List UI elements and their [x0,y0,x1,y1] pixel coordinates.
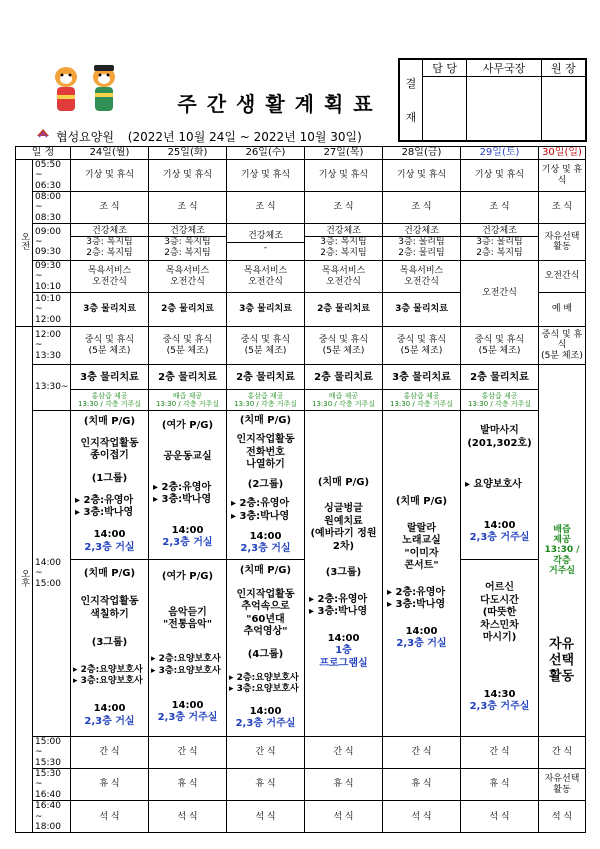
therapy-label: 2층 물리치료 [461,367,538,391]
activity-name: 랄랄라 노래교실 "이미자 콘서트" [402,522,441,572]
cell-snack: 간 식 [383,737,461,769]
cell-therapy-pm [305,365,383,411]
activity-place: 2,3층 거주실 [469,701,530,713]
approval-label-bottom: 재 [405,111,417,124]
time-slot: 14:00 ~ 15:00 [33,411,71,737]
therapy-label: 3층 물리치료 [71,367,148,391]
activity-place: 2,3층 거주실 [157,712,218,724]
cell-activity-tue [149,411,227,737]
role-manager: 사무국장 [467,60,542,77]
cell-dinner: 석 식 [305,801,383,833]
activity-place: 2,3층 거실 [240,543,291,555]
subtitle [56,128,362,145]
time-slot: 12:00 ~ 13:30 [33,327,71,365]
cell-worship: 예 배 [539,293,586,327]
cell-lunch: 중식 및 휴식 (5분 체조) [305,327,383,365]
activity-time: 14:00 [171,699,204,711]
cell-lunch: 중식 및 휴식 (5분 체조) [149,327,227,365]
activity-category: (치매 P/G) [239,565,292,577]
exercise-staff: 3층: 물리팀 2층: 복지팀 [476,237,523,258]
cell-bath: 목욕서비스 오전간식 [227,261,305,293]
cell-lunch: 중식 및 휴식 (5분 체조) [71,327,149,365]
feeding-note: 홍삼즙 제공 13:30 / 각층 거주실 [233,392,298,409]
activity-category: (치매 P/G) [239,414,292,426]
cell-lunch: 중식 및 휴식 (5분 체조) [539,327,586,365]
time-slot: 05:50 ~ 06:30 [33,160,71,192]
activity-place: 2,3층 거실 [84,541,135,553]
cell-breakfast: 조 식 [71,192,149,224]
schedule-table [15,146,586,833]
activity-time: 14:00 [171,524,204,536]
cell-breakfast: 조 식 [149,192,227,224]
cell-wake: 기상 및 휴식 [461,160,539,192]
cell-snack: 간 식 [71,737,149,769]
cell-activity-sat [461,411,539,737]
facility-name: 협성요양원 [56,130,114,144]
activity-group: (1그룹) [91,472,128,484]
col-label: 일 정 [16,147,71,160]
activity-group: (3그룹) [91,636,128,648]
therapy-label: 2층 물리치료 [149,367,226,391]
therapy-label: 2층 물리치료 [227,367,304,391]
exercise-title: 건강체조 [149,226,226,237]
therapy-label: 2층 물리치료 [305,367,382,391]
cell-am-snack-sun: 오전간식 [539,261,586,293]
activity-category: (치매 P/G) [317,476,370,488]
time-slot: 15:00 ~ 15:30 [33,737,71,769]
cell-breakfast: 조 식 [227,192,305,224]
activity-group: (2그룹) [247,478,284,490]
approval-label [400,60,423,141]
exercise-staff: 3층: 복지팀 2층: 복지팀 [320,237,367,258]
cell-dinner: 석 식 [539,801,586,833]
activity-staff: ▸ 2층:유영아 ▸ 3층:박나영 [153,481,212,506]
cell-wake: 기상 및 휴식 [149,160,227,192]
cell-snack: 간 식 [461,737,539,769]
cell-sun-feeding: 배즙 제공 13:30 / 각층 거주실 [539,365,586,737]
page-title: 주간생활계획표 [177,92,383,116]
feeding-note: 배즙 제공 13:30 / 각층 거주실 [311,392,376,409]
time-slot: 10:10 ~ 12:00 [33,293,71,327]
time-slot: 15:30 ~ 16:40 [33,769,71,801]
activity-name: 싱글벙글 원예치료 (예바라기 정원 2차) [310,503,377,552]
cell-rest: 휴 식 [149,769,227,801]
activity-place: 2,3층 거실 [84,715,135,727]
cell-activity-wed [227,411,305,737]
cell-breakfast: 조 식 [461,192,539,224]
cell-wake: 기상 및 휴식 [539,160,586,192]
exercise-staff: 3층: 복지팀 2층: 복지팀 [86,237,133,258]
cell-bath: 목욕서비스 오전간식 [149,261,227,293]
feeding-note: 홍삼즙 제공 13:30 / 각층 거주실 [467,392,532,409]
cell-activity-thu [305,411,383,737]
cell-dinner: 석 식 [461,801,539,833]
sign-director [541,77,585,141]
day-thu: 27일(목) [305,147,383,160]
exercise-staff: 3층: 복지팀 2층: 복지팀 [164,237,211,258]
cell-therapy-pm [461,365,539,411]
cell-lunch: 중식 및 휴식 (5분 체조) [383,327,461,365]
feeding-note: 홍삼즙 제공 13:30 / 각층 거주실 [77,392,142,409]
cell-snack: 간 식 [149,737,227,769]
feeding-note: 배즙 제공 13:30 / 각층 거주실 [155,392,220,409]
activity-name: 발마사지 (201,302호) [467,425,532,449]
activity-place: 2,3층 거실 [396,638,447,650]
cell-sun-free: 자유선택 활동 [539,224,586,261]
activity-time: 14:00 [405,625,438,637]
activity-staff: ▸ 2층:유영아 ▸ 3층:박나영 [231,498,290,522]
approval-label-top: 결 [405,77,417,90]
cell-wake: 기상 및 휴식 [227,160,305,192]
day-sat: 29일(토) [461,147,539,160]
cell-rest: 휴 식 [227,769,305,801]
cell-snack: 간 식 [305,737,383,769]
day-wed: 26일(수) [227,147,305,160]
activity-category: (치매 P/G) [395,496,448,508]
activity-group: (4그룹) [247,649,284,661]
cell-therapy-pm [227,365,305,411]
day-mon: 24일(월) [71,147,149,160]
activity-name: 인지작업활동 종이접기 [80,437,139,462]
cell-am-snack-sat: 오전간식 [461,261,539,327]
activity-group: (3그룹) [325,567,362,579]
cell-activity-mon [71,411,149,737]
cell-breakfast: 조 식 [539,192,586,224]
cell-snack: 간 식 [227,737,305,769]
time-slot: 09:00 ~ 09:30 [33,224,71,261]
cell-therapy: 3층 물리치료 [227,293,305,327]
activity-name: 인지작업활동 추억속으로 "60년대 추억영상" [236,588,295,638]
day-fri: 28일(금) [383,147,461,160]
activity-category: (여가 P/G) [161,420,214,432]
activity-place: 2,3층 거주실 [469,532,530,544]
cell-therapy-pm [149,365,227,411]
cell-lunch: 중식 및 휴식 (5분 체조) [227,327,305,365]
activity-category: (치매 P/G) [83,415,136,427]
activity-staff: ▸ 2층:요양보호사 ▸ 3층:요양보호사 [151,654,221,676]
cell-dinner: 석 식 [71,801,149,833]
cell-exercise-fri [383,224,461,261]
cell-lunch: 중식 및 휴식 (5분 체조) [461,327,539,365]
therapy-label: 3층 물리치료 [383,367,460,391]
activity-name: 인지작업활동 전화번호 나열하기 [236,434,295,471]
activity-staff: ▸ 2층:요양보호사 ▸ 3층:요양보호사 [73,665,143,687]
cell-bath: 목욕서비스 오전간식 [305,261,383,293]
section-pm: 오후 [16,327,33,833]
day-tue: 25일(화) [149,147,227,160]
cell-therapy: 2층 물리치료 [305,293,383,327]
feeding-note: 홍삼즙 제공 13:30 / 각층 거주실 [389,392,454,409]
activity-staff: ▸ 2층:유영아 ▸ 3층:박나영 [75,494,134,519]
activity-name: 공운동교실 [163,450,212,462]
activity-place: 2,3층 거주실 [235,718,296,730]
activity-name: 어르신 다도시간 (따뜻한 차스민차 마시기) [480,582,519,644]
cell-dinner: 석 식 [227,801,305,833]
exercise-staff: 3층: 물리팀 2층: 물리팀 [398,237,445,258]
sun-pm-activity: 자유 선택 활동 [548,636,575,685]
cell-exercise-wed [227,224,305,261]
cell-snack: 간 식 [539,737,586,769]
role-director: 원 장 [541,60,585,77]
facility-logo-icon [36,128,50,139]
activity-name: 인지작업활동 색칠하기 [80,596,139,620]
activity-time: 14:00 [93,529,126,541]
exercise-title: 건강체조 [461,226,538,237]
time-slot: 13:30~ [33,365,71,411]
day-sun: 30일(일) [539,147,586,160]
cell-activity-fri [383,411,461,737]
cell-breakfast: 조 식 [383,192,461,224]
role-staff: 담 당 [423,60,467,77]
sign-staff [423,77,467,141]
cell-sun-free: 자유선택 활동 [539,769,586,801]
activity-staff: ▸ 2층:유영아 ▸ 3층:박나영 [309,593,368,618]
cell-wake: 기상 및 휴식 [383,160,461,192]
activity-time: 14:00 [249,530,282,542]
time-slot: 09:30 ~ 10:10 [33,261,71,293]
activity-time: 14:00 [327,632,360,644]
activity-place: 2,3층 거실 [162,537,213,549]
time-slot: 08:00 ~ 08:30 [33,192,71,224]
activity-place: 1층 프로그램실 [319,645,368,669]
tiger-mascot-icon [46,63,126,113]
activity-category: (여가 P/G) [161,571,214,583]
cell-therapy-pm [383,365,461,411]
cell-rest: 휴 식 [461,769,539,801]
cell-rest: 휴 식 [71,769,149,801]
exercise-title: 건강체조 [71,226,148,237]
cell-exercise-mon [71,224,149,261]
cell-exercise-sat [461,224,539,261]
cell-wake: 기상 및 휴식 [71,160,149,192]
sign-manager [467,77,542,141]
activity-category: (치매 P/G) [83,567,136,579]
cell-therapy: 3층 물리치료 [383,293,461,327]
cell-wake: 기상 및 휴식 [305,160,383,192]
activity-time: 14:00 [483,519,516,531]
cell-therapy: 2층 물리치료 [149,293,227,327]
approval-box [398,58,587,142]
activity-time: 14:00 [93,703,126,715]
cell-breakfast: 조 식 [305,192,383,224]
exercise-title: 건강체조 [305,226,382,237]
cell-dinner: 석 식 [149,801,227,833]
cell-rest: 휴 식 [383,769,461,801]
cell-therapy-pm [71,365,149,411]
exercise-staff: - [263,242,268,253]
cell-bath: 목욕서비스 오전간식 [383,261,461,293]
exercise-title: 건강체조 [383,226,460,237]
cell-dinner: 석 식 [383,801,461,833]
activity-staff: ▸ 2층:요양보호사 ▸ 3층:요양보호사 [229,672,299,694]
header-row [16,147,586,160]
period: (2022년 10월 24일 ~ 2022년 10월 30일) [127,130,362,144]
cell-therapy: 3층 물리치료 [71,293,149,327]
cell-exercise-tue [149,224,227,261]
activity-staff: ▸ 2층:유영아 ▸ 3층:박나영 [387,586,446,611]
activity-staff: ▸ 요양보호사 [465,478,522,490]
cell-exercise-thu [305,224,383,261]
time-slot: 16:40 ~ 18:00 [33,801,71,833]
exercise-title: 건강체조 [227,231,304,242]
activity-time: 14:30 [483,688,516,700]
section-am: 오전 [16,160,33,327]
cell-rest: 휴 식 [305,769,383,801]
activity-time: 14:00 [249,705,282,717]
activity-name: 음악듣기 "전통음악" [162,606,213,631]
cell-bath: 목욕서비스 오전간식 [71,261,149,293]
